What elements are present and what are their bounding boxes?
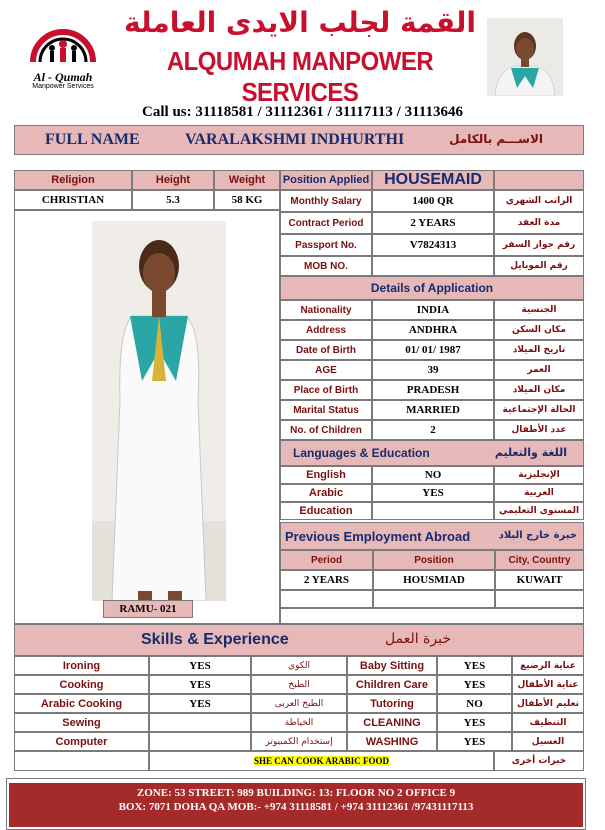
footer-line2: BOX: 7071 DOHA QA MOB:- +974 31118581 / +974 31112361 /97431117113: [118, 801, 474, 813]
skill-right-label: WASHING: [347, 732, 437, 751]
skill-right-value: YES: [437, 732, 512, 751]
employment-blank-4: [280, 608, 584, 624]
language-row-value: YES: [372, 484, 494, 502]
logo-emblem-icon: [18, 22, 108, 72]
language-row-value: [372, 502, 494, 520]
details-row-value: 2: [372, 420, 494, 440]
skills-header: [14, 624, 584, 656]
languages-header-arabic: اللغة والتعليم: [494, 446, 567, 459]
skill-right-value: YES: [437, 675, 512, 694]
skill-right-arabic: تعليم الأطفال: [512, 694, 584, 713]
skill-right-label: Children Care: [347, 675, 437, 694]
right-row-label: Contract Period: [280, 212, 372, 234]
language-row-label: English: [280, 466, 372, 484]
details-row-arabic: الحالة الإجتماعية: [494, 400, 584, 420]
religion-value: CHRISTIAN: [14, 190, 132, 210]
skill-right-value: YES: [437, 656, 512, 675]
skill-left-value: YES: [149, 694, 251, 713]
details-row-label: Marital Status: [280, 400, 372, 420]
full-name-value: VARALAKSHMI INDHURTHI: [185, 131, 405, 148]
details-row-value: ANDHRA: [372, 320, 494, 340]
skill-right-arabic: عناية الرضيع: [512, 656, 584, 675]
height-value: 5.3: [132, 190, 214, 210]
skill-left-arabic: إستخدام الكمبيوتر: [251, 732, 347, 751]
photo-panel: [14, 210, 280, 624]
skill-right-arabic: الغسيل: [512, 732, 584, 751]
language-row-arabic: العربية: [494, 484, 584, 502]
right-row-arabic: رقم جواز السفر: [494, 234, 584, 256]
skill-left-arabic: الكوي: [251, 656, 347, 675]
ref-code: RAMU- 021: [103, 600, 193, 618]
right-row-label: Passport No.: [280, 234, 372, 256]
right-row-value: 1400 QR: [372, 190, 494, 212]
skill-left-value: [149, 732, 251, 751]
employment-blank-3: [495, 590, 584, 608]
employment-header: [280, 522, 584, 550]
height-header: Height: [132, 170, 214, 190]
full-name-arabic: الاســـم بالكامل: [449, 132, 543, 146]
details-row-arabic: مكان الميلاد: [494, 380, 584, 400]
language-row-value: NO: [372, 466, 494, 484]
skill-left-label: Cooking: [14, 675, 149, 694]
details-row-arabic: تاريخ الميلاد: [494, 340, 584, 360]
skill-left-label: Ironing: [14, 656, 149, 675]
weight-header: Weight: [214, 170, 280, 190]
employment-period: 2 YEARS: [280, 570, 373, 590]
employment-city: KUWAIT: [495, 570, 584, 590]
weight-value: 58 KG: [214, 190, 280, 210]
skills-header-arabic: خبرة العمل: [385, 631, 451, 647]
arabic-title: القمة لجلب الايدى العاملة: [124, 6, 476, 39]
details-row-arabic: عدد الأطفال: [494, 420, 584, 440]
right-row-arabic: رقم الموبايل: [494, 256, 584, 276]
details-row-label: Address: [280, 320, 372, 340]
skill-right-value: NO: [437, 694, 512, 713]
details-row-value: 01/ 01/ 1987: [372, 340, 494, 360]
details-row-arabic: الجنسية: [494, 300, 584, 320]
skill-right-label: Tutoring: [347, 694, 437, 713]
employment-blank-1: [280, 590, 373, 608]
skill-left-arabic: الطبخ: [251, 675, 347, 694]
other-box: [149, 751, 494, 771]
skill-left-arabic: الطبخ العربى: [251, 694, 347, 713]
employment-col-city: City, Country: [495, 550, 584, 570]
details-row-arabic: العمر: [494, 360, 584, 380]
logo-name: Al - Qumah: [33, 70, 93, 84]
logo: [18, 22, 108, 92]
right-row-label: Monthly Salary: [280, 190, 372, 212]
skill-right-label: Baby Sitting: [347, 656, 437, 675]
skill-left-value: YES: [149, 675, 251, 694]
position-label: Position Applied: [280, 170, 372, 190]
other-value: SHE CAN COOK ARABIC FOOD: [253, 756, 389, 766]
skill-right-arabic: التنظيف: [512, 713, 584, 732]
details-row-label: AGE: [280, 360, 372, 380]
language-row-arabic: الإنجليزية: [494, 466, 584, 484]
details-row-value: MARRIED: [372, 400, 494, 420]
right-row-value: V7824313: [372, 234, 494, 256]
english-title: ALQUMAH MANPOWER SERVICES: [166, 46, 434, 107]
skill-right-arabic: عناية الأطفال: [512, 675, 584, 694]
employment-header-label: Previous Employment Abroad: [285, 529, 471, 544]
details-row-label: No. of Children: [280, 420, 372, 440]
details-row-label: Date of Birth: [280, 340, 372, 360]
details-row-label: Place of Birth: [280, 380, 372, 400]
skill-left-label: Computer: [14, 732, 149, 751]
details-row-value: 39: [372, 360, 494, 380]
footer-line1: ZONE: 53 STREET: 989 BUILDING: 13: FLOOR NO 2 OFFICE 9: [136, 787, 456, 799]
position-blank: [494, 170, 584, 190]
details-row-label: Nationality: [280, 300, 372, 320]
languages-header: [280, 440, 584, 466]
skill-left-value: YES: [149, 656, 251, 675]
skill-left-label: Sewing: [14, 713, 149, 732]
employment-header-arabic: خبرة خارج البلاد: [498, 530, 577, 541]
right-row-value: 2 YEARS: [372, 212, 494, 234]
employment-position: HOUSMIAD: [373, 570, 495, 590]
candidate-photo-full-icon: [92, 221, 226, 601]
details-row-value: INDIA: [372, 300, 494, 320]
header: [0, 0, 605, 120]
candidate-photo-thumb-icon: [487, 18, 563, 96]
other-arabic: خبرات أخرى: [494, 751, 584, 771]
position-value: HOUSEMAID: [372, 170, 494, 190]
full-name-row: [14, 125, 584, 155]
language-row-arabic: المستوى التعليمي: [494, 502, 584, 520]
skill-left-value: [149, 713, 251, 732]
other-blank: [14, 751, 149, 771]
logo-sub: Manpower Services: [32, 83, 94, 90]
right-row-value: [372, 256, 494, 276]
details-row-value: PRADESH: [372, 380, 494, 400]
right-row-label: MOB NO.: [280, 256, 372, 276]
right-row-arabic: الراتب الشهري: [494, 190, 584, 212]
right-row-arabic: مدة العقد: [494, 212, 584, 234]
language-row-label: Arabic: [280, 484, 372, 502]
religion-header: Religion: [14, 170, 132, 190]
languages-header-label: Languages & Education: [293, 446, 430, 460]
details-header: Details of Application: [280, 276, 584, 300]
skill-right-value: YES: [437, 713, 512, 732]
skill-left-arabic: الخياطة: [251, 713, 347, 732]
skill-right-label: CLEANING: [347, 713, 437, 732]
skill-left-label: Arabic Cooking: [14, 694, 149, 713]
full-name-label: FULL NAME: [45, 131, 140, 148]
employment-blank-2: [373, 590, 495, 608]
call-us: Call us: 31118581 / 31112361 / 31117113 / 31113646: [142, 104, 463, 120]
details-row-arabic: مكان السكن: [494, 320, 584, 340]
language-row-label: Education: [280, 502, 372, 520]
employment-col-position: Position: [373, 550, 495, 570]
footer: [6, 778, 586, 830]
skills-header-label: Skills & Experience: [141, 631, 289, 648]
employment-col-period: Period: [280, 550, 373, 570]
